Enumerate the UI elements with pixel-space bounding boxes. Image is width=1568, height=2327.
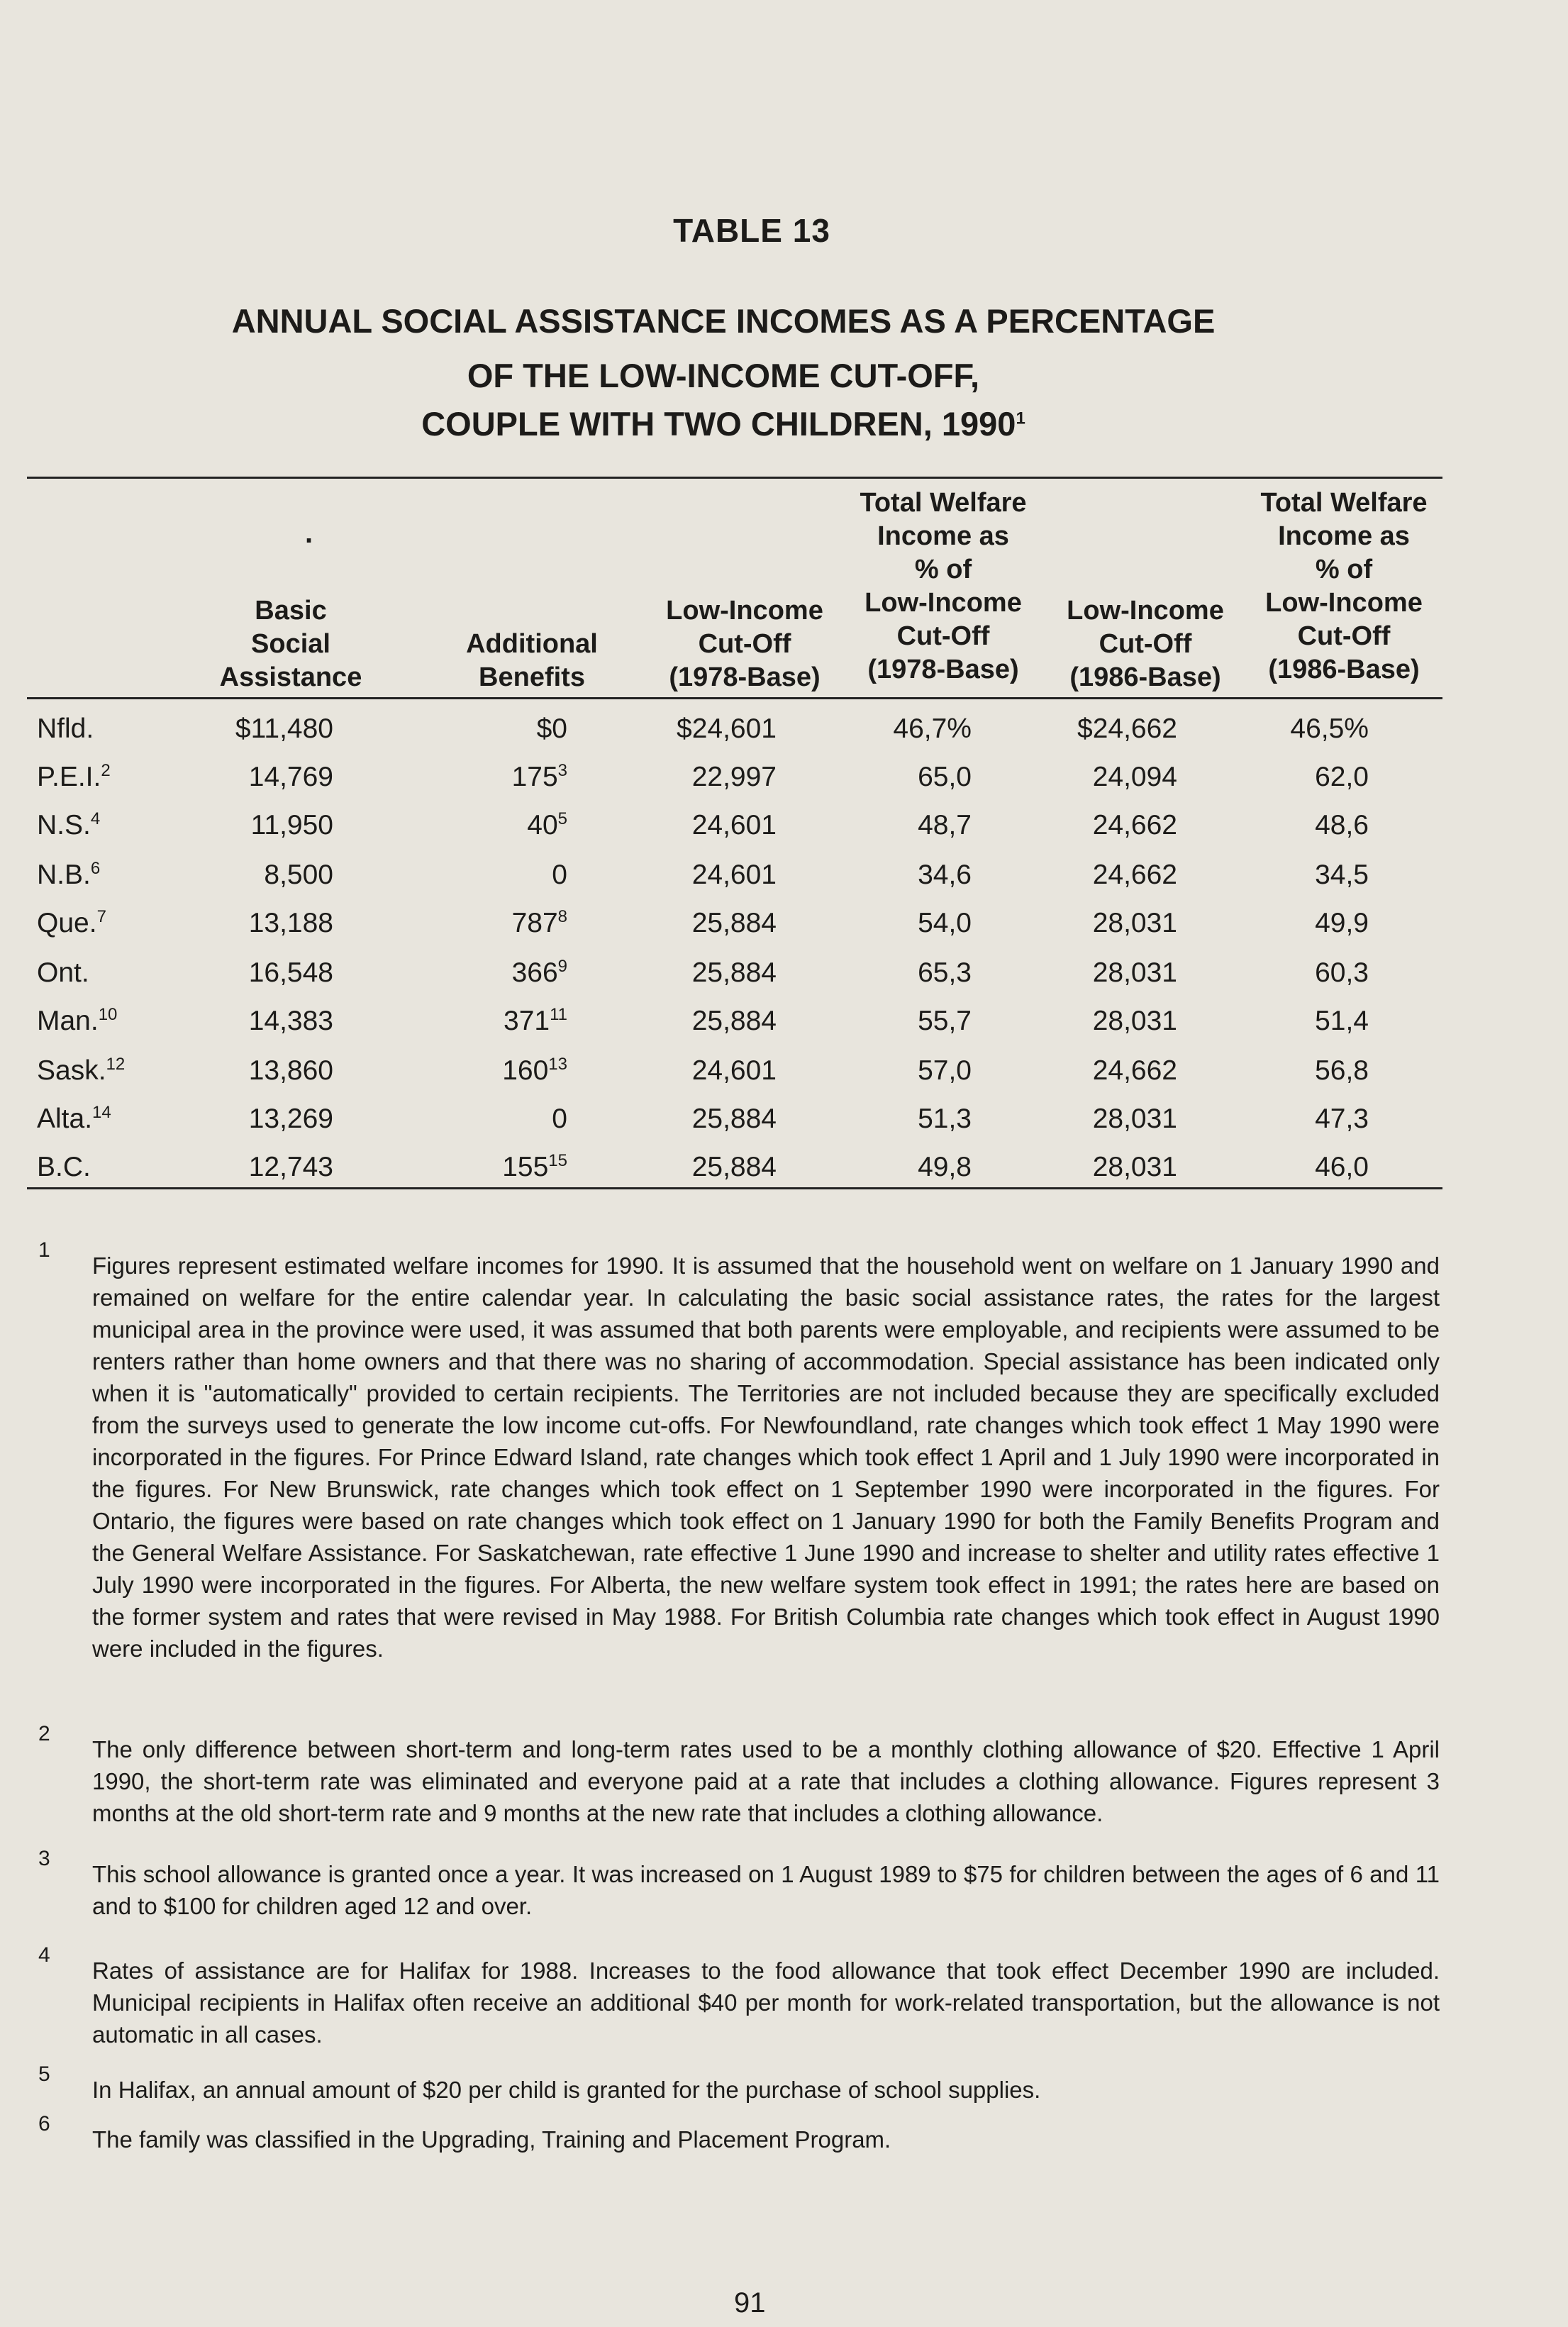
cell-pct-1986: 47,3 <box>1315 1104 1369 1134</box>
footnote-mark: 5 <box>38 2062 50 2086</box>
title-footnote-ref: 1 <box>1016 409 1025 428</box>
cell-additional: $787^8$ <box>511 907 567 938</box>
cell-pct-1978: 55,7 <box>918 1006 972 1036</box>
cell-basic: 13,860 <box>248 1055 333 1086</box>
footnote-text: The family was classified in the Upgrading, Training and Placement Program. <box>92 2126 891 2153</box>
row-province: B.C. <box>37 1152 91 1182</box>
cell-pct-1986: 34,5 <box>1315 860 1369 890</box>
cell-pct-1978: 54,0 <box>918 908 972 938</box>
footnote-text: Rates of assistance are for Halifax for 1988. Increases to the food allowance that took effect December 1990 are included. Municipal recipients in Halifax often receive an additional $40 per month for work-related transportation, but the allowance is not automatic in all cases. <box>92 1957 1440 2048</box>
footnote-ref: 11 <box>550 1005 567 1024</box>
title-line-1: ANNUAL SOCIAL ASSISTANCE INCOMES AS A PERCENTAGE <box>231 302 1216 340</box>
cell-lico-1978: 25,884 <box>691 908 777 938</box>
cell-lico-1986: $24,662 <box>1077 713 1177 744</box>
row-province: Man.$^{10}$ <box>37 1005 118 1036</box>
row-province: Que.$^7$ <box>37 907 106 938</box>
cell-lico-1986: 28,031 <box>1092 1006 1177 1036</box>
footnote-mark: 2 <box>38 1722 50 1745</box>
cell-lico-1978: $24,601 <box>677 713 777 744</box>
row-province: N.B.$^6$ <box>37 859 101 890</box>
footnote-text: This school allowance is granted once a year. It was increased on 1 August 1989 to $75 for children between the ages of 6 and 11 and to $100 for children aged 12 and over. <box>92 1861 1440 1919</box>
footnote-mark: 4 <box>38 1943 50 1967</box>
cell-pct-1986: 49,9 <box>1315 908 1369 938</box>
row-province: P.E.I.$^2$ <box>37 761 111 792</box>
cell-additional: 0 <box>552 1104 567 1134</box>
footnote-ref: 4 <box>90 809 101 828</box>
col-header-lico-1978: Low-Income Cut-Off (1978-Base) <box>666 596 823 692</box>
footnote-ref: 12 <box>106 1055 126 1074</box>
cell-lico-1986: 28,031 <box>1092 908 1177 938</box>
footnote-ref: 2 <box>101 761 111 780</box>
cell-basic: 13,188 <box>248 908 333 938</box>
cell-lico-1978: 24,601 <box>691 810 777 840</box>
cell-additional: $366^9$ <box>511 957 567 988</box>
cell-additional: $155^{15}$ <box>502 1151 567 1182</box>
cell-lico-1986: 24,094 <box>1092 762 1177 792</box>
cell-lico-1986: 24,662 <box>1092 810 1177 840</box>
col-header-pct-1986: Total Welfare Income as % of Low-Income Cut-Off (1986-Base) <box>1260 488 1428 684</box>
cell-basic: $11,480 <box>235 713 333 744</box>
footnote-ref: 15 <box>548 1151 567 1170</box>
cell-pct-1986: 46,0 <box>1315 1152 1369 1182</box>
cell-lico-1978: 24,601 <box>691 1055 777 1086</box>
cell-pct-1986: 60,3 <box>1315 957 1369 988</box>
cell-pct-1978: 46,7% <box>893 713 972 744</box>
cell-lico-1986: 28,031 <box>1092 1152 1177 1182</box>
cell-pct-1986: 48,6 <box>1315 810 1369 840</box>
row-province: Alta.$^{14}$ <box>37 1103 111 1134</box>
footnote-ref: 10 <box>98 1005 118 1024</box>
cell-basic: 11,950 <box>250 810 333 840</box>
cell-basic: 13,269 <box>248 1104 333 1134</box>
title-line-3: COUPLE WITH TWO CHILDREN, 1990$^1$ <box>421 405 1025 443</box>
cell-basic: 14,769 <box>248 762 333 792</box>
cell-lico-1986: 28,031 <box>1092 957 1177 988</box>
cell-basic: 14,383 <box>248 1006 333 1036</box>
cell-additional: $160^{13}$ <box>502 1055 567 1086</box>
cell-lico-1978: 25,884 <box>691 1006 777 1036</box>
cell-additional: $175^3$ <box>511 761 567 792</box>
cell-lico-1986: 28,031 <box>1092 1104 1177 1134</box>
cell-pct-1978: 65,0 <box>918 762 972 792</box>
cell-pct-1978: 48,7 <box>918 810 972 840</box>
cell-lico-1978: 22,997 <box>691 762 777 792</box>
table-top-rule <box>27 477 1442 479</box>
cell-pct-1986: 56,8 <box>1315 1055 1369 1086</box>
footnote-ref: 6 <box>90 859 101 878</box>
cell-additional: $0 <box>536 713 567 744</box>
footnote-ref: 14 <box>92 1103 111 1122</box>
title-line-2: OF THE LOW-INCOME CUT-OFF, <box>467 357 980 394</box>
page-number: 91 <box>734 2287 766 2318</box>
cell-basic: 16,548 <box>248 957 333 988</box>
cell-lico-1978: 25,884 <box>691 1104 777 1134</box>
footnote-mark: 6 <box>38 2112 50 2136</box>
table-header-rule <box>27 697 1442 699</box>
cell-lico-1978: 24,601 <box>691 860 777 890</box>
cell-lico-1978: 25,884 <box>691 957 777 988</box>
col-header-additional: Additional Benefits <box>466 629 598 692</box>
footnote-ref: 5 <box>557 809 567 828</box>
cell-basic: 12,743 <box>248 1152 333 1182</box>
cell-pct-1986: 62,0 <box>1315 762 1369 792</box>
col-header-pct-1978: Total Welfare Income as % of Low-Income Cut-Off (1978-Base) <box>860 488 1027 684</box>
row-province: Ont. <box>37 957 89 988</box>
footnote-text: The only difference between short-term and long-term rates used to be a monthly clothing allowance of $20. Effective 1 April 1990, the short-term rate was eliminated and everyone paid at a rate that includes a clothing allowance. Figures represent 3 months at the old short-term rate and 9 months at the new rate that includes a clothing allowance. <box>92 1736 1440 1826</box>
cell-additional: $40^5$ <box>527 809 567 840</box>
footnote-mark: 1 <box>38 1238 50 1262</box>
footnote-ref: 3 <box>557 761 567 780</box>
cell-additional: $371^{11}$ <box>504 1005 567 1036</box>
footnote-text: In Halifax, an annual amount of $20 per child is granted for the purchase of school supplies. <box>92 2077 1041 2103</box>
footnote-ref: 9 <box>557 957 567 976</box>
cell-pct-1978: 51,3 <box>918 1104 972 1134</box>
cell-lico-1986: 24,662 <box>1092 1055 1177 1086</box>
footnote-ref: 13 <box>548 1055 567 1074</box>
cell-pct-1978: 65,3 <box>918 957 972 988</box>
col-header-basic: Basic Social Assistance <box>219 596 362 692</box>
col-header-lico-1986: Low-Income Cut-Off (1986-Base) <box>1067 596 1224 692</box>
cell-pct-1986: 46,5% <box>1290 713 1369 744</box>
row-province: Nfld. <box>37 713 94 744</box>
cell-pct-1978: 49,8 <box>918 1152 972 1182</box>
table-bottom-rule <box>27 1187 1442 1189</box>
cell-lico-1978: 25,884 <box>691 1152 777 1182</box>
cell-lico-1986: 24,662 <box>1092 860 1177 890</box>
cell-pct-1978: 34,6 <box>918 860 972 890</box>
row-province: N.S.$^4$ <box>37 809 101 840</box>
header-dot: . <box>305 518 313 549</box>
footnote-text: Figures represent estimated welfare incomes for 1990. It is assumed that the household went on welfare on 1 January 1990 and remained on welfare for the entire calendar year. In calculating the basic social assistance rates, the rates for the largest municipal area in the province were used, it was assumed that both parents were employable, and recipients were assumed to be renters rather than home owners and that there was no sharing of accommodation. Special assistance has been indicated only when it is "automatically" provided to certain recipients. The Territories are not included because they are specifically excluded from the surveys used to generate the low income cut-offs. For Newfoundland, rate changes which took effect 1 May 1990 were incorporated in the figures. For Prince Edward Island, rate changes which took effect 1 April and 1 July 1990 were incorporated in the figures. For New Brunswick, rate changes which took effect on 1 September 1990 were incorporated in the figures. For Ontario, the figures were based on rate changes which took effect on 1 January 1990 for both the Family Benefits Program and the General Welfare Assistance. For Saskatchewan, rate effective 1 June 1990 and increase to shelter and utility rates effective 1 July 1990 were incorporated in the figures. For Alberta, the new welfare system took effect in 1991; the rates here are based on the former system and rates that were revised in May 1988. For British Columbia rate changes which took effect in August 1990 were included in the figures. <box>92 1253 1440 1662</box>
cell-basic: 8,500 <box>264 860 333 890</box>
table-label: TABLE 13 <box>673 212 830 249</box>
cell-additional: 0 <box>552 860 567 890</box>
footnote-ref: 7 <box>96 907 106 926</box>
footnote-ref: 8 <box>557 907 567 926</box>
footnote-mark: 3 <box>38 1847 50 1870</box>
cell-pct-1986: 51,4 <box>1315 1006 1369 1036</box>
row-province: Sask.$^{12}$ <box>37 1055 126 1086</box>
cell-pct-1978: 57,0 <box>918 1055 972 1086</box>
